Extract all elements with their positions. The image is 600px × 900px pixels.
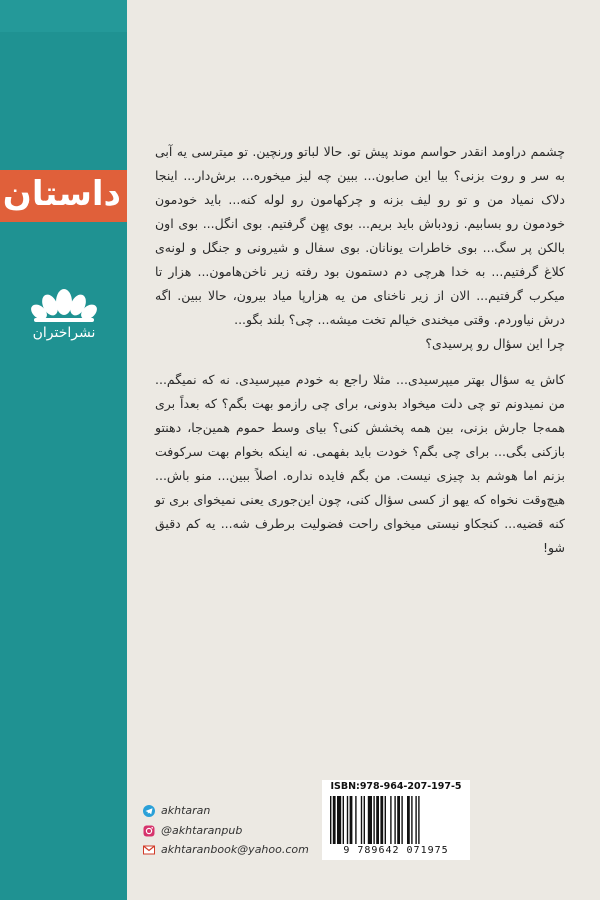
barcode-bar <box>355 796 356 844</box>
barcode-bar <box>407 796 410 844</box>
instagram-icon <box>143 825 155 837</box>
barcode-digits: 9 789642 071975 <box>343 845 449 856</box>
barcode-bar <box>418 796 419 844</box>
genre-label: داستان <box>2 174 121 214</box>
barcode-bar <box>385 796 386 844</box>
barcode-bar <box>361 796 362 844</box>
telegram-handle: akhtaran <box>161 804 211 817</box>
genre-tab <box>0 170 127 222</box>
barcode-bar <box>380 796 383 844</box>
publisher-name: نشراختران <box>32 325 96 341</box>
barcode-bar <box>330 796 331 844</box>
barcode-bar <box>373 796 374 844</box>
paragraph-3: کاش یه سؤال بهتر میپرسیدی... مثلا راجع به خودم میپرسیدی. نه که نمیگم... من نمیدونم تو چی دلت میخواد بدونی، برای چی رازمو بهت بگم؟ که بعداً بری همه‌جا جارش بزنی، بین همه پخشش کنی؟ بیای وسط حموم همین‌جا، دهنتو بازکنی بگی... برای چی بگم؟ خودت باید بفهمی. نه اینکه بخوام بهت سرکوفت بزنم اما هوشم بد چیزی نیست. من بگم فایده نداره. اصلاً ببین... منو باش... هیچ‌وقت نخواه که یهو از کسی سؤال کنی، چون این‌جوری یعنی نمیخوای بری تو کنه قضیه... کنجکاو نیستی میخوای راحت فضولیت برطرف شه... یه کم دقیق شو! <box>155 372 565 555</box>
paragraph-2: چرا این سؤال رو پرسیدی؟ <box>425 336 565 351</box>
barcode-bar <box>343 796 344 844</box>
barcode-bar <box>401 796 402 844</box>
barcode-bar <box>394 796 395 844</box>
barcode-bar <box>364 796 365 844</box>
barcode-bar <box>337 796 341 844</box>
barcode-bar <box>390 796 391 844</box>
back-cover-text <box>155 140 565 560</box>
barcode-bar <box>376 796 379 844</box>
instagram-handle: @akhtaranpub <box>161 824 243 837</box>
social-telegram <box>143 804 210 817</box>
paragraph-1: چشمم دراومد انقدر حواسم موند پیش تو. حالا لباتو ورنچین. تو میترسی یه آبی به سر و روت بزنی؟ بیا این صابون... ببین چه لیز میخوره... برش‌دار... اینجا دلاک نمیاد من و تو رو لیف بزنه و چرکهامون رو لوله کنه... باید خودمون خودمون رو بسابیم. زودباش باید بریم... بوی پهِن گرفتیم. بوی انگل... بوی اون بالکن پر سگ... بوی خاطرات یونانان. بوی سفال و شیرونی و جنگل و لونه‌ی کلاغ گرفتیم... به خدا هرچی دم دستمون بود رفته زیر ناخن‌هامون... هزار تا میکرب گرفتیم... الان از زیر ناخنای من یه هزارپا میاد بیرون، حالا ببین. اگه درش نیاوردم. وقتی میخندی خیالم تخت میشه... چی؟ بلند بگو... <box>155 144 565 327</box>
spine-highlight <box>0 0 127 32</box>
barcode-bars <box>330 796 462 844</box>
isbn-label: ISBN:978-964-207-197-5 <box>330 781 462 792</box>
barcode-bar <box>347 796 348 844</box>
barcode-bar <box>411 796 412 844</box>
email-address: akhtaranbook@yahoo.com <box>161 843 309 856</box>
telegram-icon <box>143 805 155 817</box>
social-mail <box>143 843 309 856</box>
barcode-bar <box>397 796 400 844</box>
barcode-bar <box>350 796 353 844</box>
social-instagram <box>143 824 242 837</box>
barcode-bar <box>333 796 336 844</box>
barcode-box <box>322 780 470 860</box>
barcode-bar <box>415 796 416 844</box>
barcode-bar <box>368 796 372 844</box>
mail-icon <box>143 844 155 856</box>
spine <box>0 0 127 900</box>
